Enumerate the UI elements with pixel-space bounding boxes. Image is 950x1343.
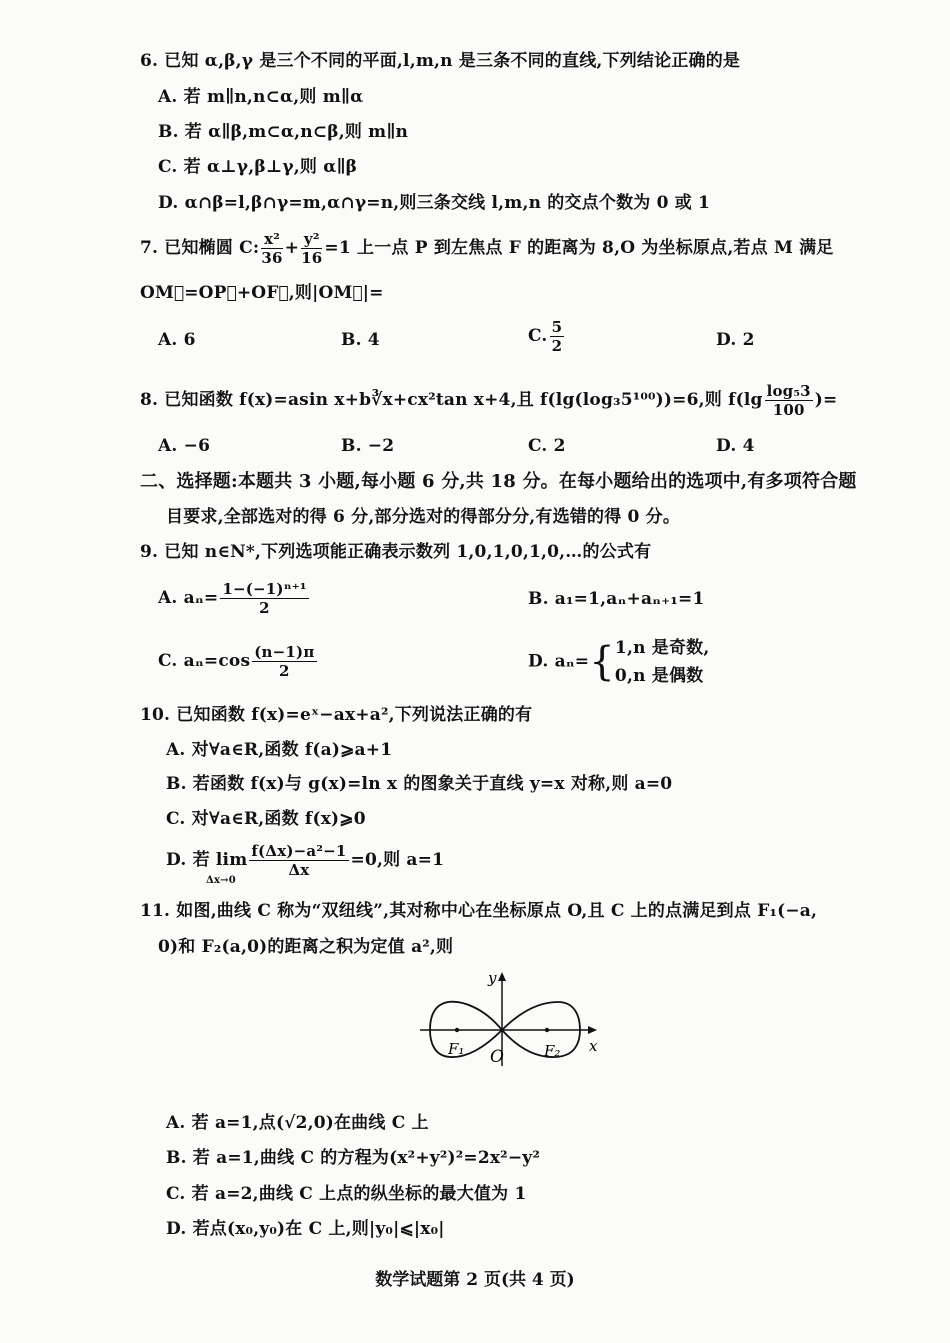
q11-option-b: B. 若 a=1,曲线 C 的方程为(x²+y²)²=2x²−y² xyxy=(166,1148,541,1168)
q9-c-fraction xyxy=(252,643,316,680)
q9-stem: 9. 已知 n∈N*,下列选项能正确表示数列 1,0,1,0,1,0,…的公式有 xyxy=(140,542,652,562)
figure-origin-label: O xyxy=(490,1047,504,1067)
page-footer: 数学试题第 2 页(共 4 页) xyxy=(375,1270,575,1290)
q7-stem-pre: 7. 已知椭圆 C: xyxy=(140,238,260,258)
figure-x-label: x xyxy=(589,1037,598,1055)
q9-option-c xyxy=(158,643,319,680)
q8-frac-num: log₅3 xyxy=(766,382,811,400)
lemniscate-figure xyxy=(410,970,610,1070)
q7-option-d: D. 2 xyxy=(716,330,755,350)
focus-f2-dot xyxy=(545,1028,549,1032)
q7-plus: + xyxy=(284,238,300,258)
q9-a-den: 2 xyxy=(259,599,270,617)
q7-frac1-num: x² xyxy=(261,230,282,249)
q7-frac2-den: 16 xyxy=(301,249,323,267)
q10-option-c: C. 对∀a∈R,函数 f(x)⩾0 xyxy=(166,809,366,829)
q11-stem-line1: 11. 如图,曲线 C 称为“双纽线”,其对称中心在坐标原点 O,且 C 上的点满足到点 F₁(−a, xyxy=(140,901,818,921)
q8-frac-den: 100 xyxy=(772,401,805,419)
q8-option-d: D. 4 xyxy=(716,436,755,456)
q9-d-cases xyxy=(615,634,710,690)
q7-vector-line: OM⃗=OP⃗+OF⃗,则|OM⃗|= xyxy=(140,283,384,303)
q8-option-c: C. 2 xyxy=(528,436,566,456)
q10-d-post: =0,则 a=1 xyxy=(350,850,445,870)
figure-f2-label: F₂ xyxy=(544,1042,561,1060)
q7-c-num: 5 xyxy=(551,318,563,336)
q11-option-c: C. 若 a=2,曲线 C 上点的纵坐标的最大值为 1 xyxy=(166,1184,527,1204)
q9-option-d xyxy=(528,634,709,690)
focus-f1-dot xyxy=(455,1028,459,1032)
q9-option-b: B. a₁=1,aₙ+aₙ₊₁=1 xyxy=(528,589,705,609)
q10-d-num: f(Δx)−a²−1 xyxy=(251,842,347,860)
q9-option-a xyxy=(158,580,311,617)
q8-stem xyxy=(140,382,837,419)
q9-d-case1: 1,n 是奇数, xyxy=(614,638,710,658)
q6-option-a: A. 若 m∥n,n⊂α,则 m∥α xyxy=(158,87,364,107)
q6-stem: 6. 已知 α,β,γ 是三个不同的平面,l,m,n 是三条不同的直线,下列结论正确的是 xyxy=(140,51,741,71)
q8-fraction xyxy=(765,382,813,419)
q9-c-num: (n−1)π xyxy=(254,643,315,661)
q11-stem-line2: 0)和 F₂(a,0)的距离之积为定值 a²,则 xyxy=(158,937,454,957)
section2-instructions-line2: 目要求,全部选对的得 6 分,部分选对的得部分分,有选错的得 0 分。 xyxy=(166,507,681,527)
q10-d-label: D. 若 lim xyxy=(166,850,248,870)
q6-option-c: C. 若 α⊥γ,β⊥γ,则 α∥β xyxy=(158,157,358,177)
q8-option-b: B. −2 xyxy=(341,436,395,456)
q7-frac2-num: y² xyxy=(301,230,322,249)
q7-option-b: B. 4 xyxy=(341,330,380,350)
q6-option-d: D. α∩β=l,β∩γ=m,α∩γ=n,则三条交线 l,m,n 的交点个数为 0 或 1 xyxy=(158,193,711,213)
q7-fraction-y xyxy=(301,230,322,267)
q7-option-c-label: C. xyxy=(528,326,548,346)
figure-y-label: y xyxy=(488,970,497,987)
q11-option-a: A. 若 a=1,点(√2,0)在曲线 C 上 xyxy=(166,1113,429,1133)
q9-d-label: D. aₙ= xyxy=(528,651,590,672)
q8-option-a: A. −6 xyxy=(158,436,211,456)
q7-option-a: A. 6 xyxy=(158,330,196,350)
q9-d-case2: 0,n 是偶数 xyxy=(614,666,704,686)
q9-d-brace: { xyxy=(589,639,615,685)
q7-option-c-fraction xyxy=(550,318,565,355)
q7-fraction-x xyxy=(261,230,282,267)
q8-stem-pre: 8. 已知函数 f(x)=asin x+b∛x+cx²tan x+4,且 f(lg(log₃5¹⁰⁰))=6,则 f(lg xyxy=(140,390,763,410)
q9-c-label: C. aₙ=cos xyxy=(158,651,251,671)
q9-a-label: A. aₙ= xyxy=(158,588,219,608)
q10-option-d xyxy=(166,842,445,886)
q9-a-num: 1−(−1)ⁿ⁺¹ xyxy=(222,580,307,598)
q10-d-fraction xyxy=(249,842,348,879)
q7-option-c xyxy=(528,318,566,355)
q8-stem-post: )= xyxy=(814,390,838,410)
figure-f1-label: F₁ xyxy=(448,1040,465,1058)
q10-d-limit-sub: Δx→0 xyxy=(206,875,236,886)
section2-instructions-line1: 二、选择题:本题共 3 小题,每小题 6 分,共 18 分。在每小题给出的选项中,有多项符合题 xyxy=(140,471,857,492)
q10-option-a: A. 对∀a∈R,函数 f(a)⩾a+1 xyxy=(166,740,393,760)
q10-option-b: B. 若函数 f(x)与 g(x)=ln x 的图象关于直线 y=x 对称,则 a=0 xyxy=(166,774,673,794)
q6-option-b: B. 若 α∥β,m⊂α,n⊂β,则 m∥n xyxy=(158,122,409,142)
q7-c-den: 2 xyxy=(551,337,563,355)
q9-a-fraction xyxy=(220,580,308,617)
q10-stem: 10. 已知函数 f(x)=eˣ−ax+a²,下列说法正确的有 xyxy=(140,705,533,725)
q7-stem-post: =1 上一点 P 到左焦点 F 的距离为 8,O 为坐标原点,若点 M 满足 xyxy=(324,238,834,258)
q7-frac1-den: 36 xyxy=(261,249,283,267)
q7-stem xyxy=(140,230,834,267)
q9-c-den: 2 xyxy=(279,662,290,680)
q10-d-den: Δx xyxy=(288,861,310,879)
x-axis xyxy=(420,1026,597,1034)
q11-option-d: D. 若点(x₀,y₀)在 C 上,则|y₀|⩽|x₀| xyxy=(166,1219,445,1239)
